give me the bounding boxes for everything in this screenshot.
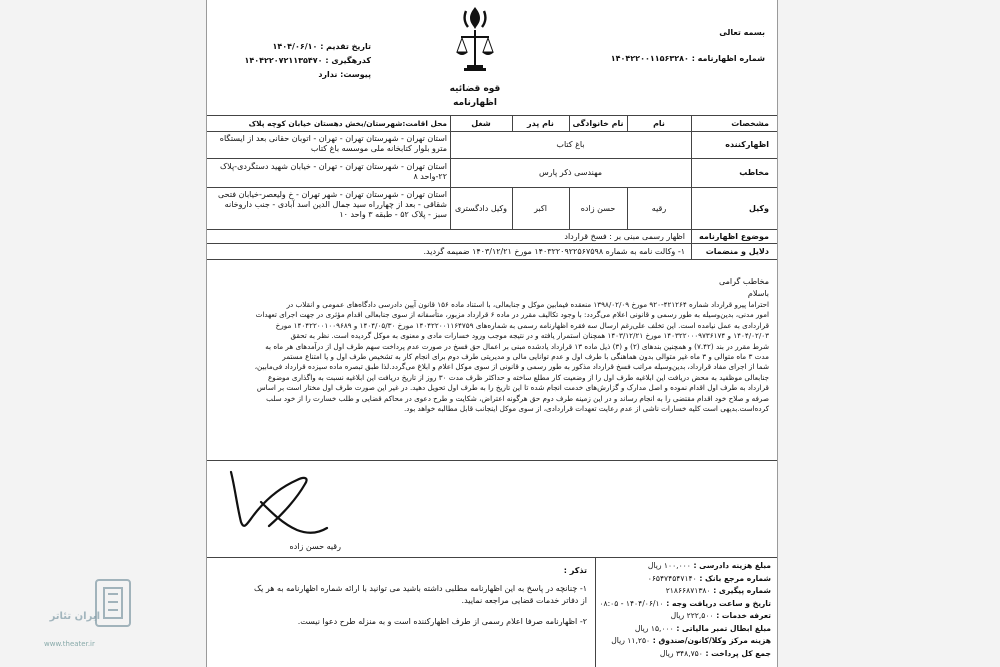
fee-value: ۱۴۰۴/۰۶/۱۰ - ۰۸:۰۵ (599, 598, 664, 608)
declarant-label: اظهارکننده (725, 140, 769, 149)
fee-value: ۱۰۰,۰۰۰ ریال (647, 561, 691, 570)
lawyer-job: وکیل دادگستری (454, 204, 508, 213)
fee-label: تاریخ و ساعت دریافت وجه : (666, 598, 771, 608)
body-line: قراردادی به عمل نیامده است. این تخلف علی‌رغم ارسال سه فقره اظهارنامه رسمی به شماره‌های ۱۴۰۴۲۲۰۰۱۱۶۴۷۵۹ مورخ ۱۴۰۴/۰۵/۳۰ و ۱۴۰۴۲۲۰۰۱۰۰۹۶۸۹ مورخ (275, 320, 769, 330)
basmala: بسمه تعالی (719, 28, 765, 37)
fee-value: ۱۵,۰۰۰ ریال (634, 623, 674, 633)
fee-value: ۱۱,۲۵۰ ریال (611, 636, 651, 645)
lawyer-address: استان تهران - شهرستان تهران - شهر تهران - خ ولیعصر-خیابان فتحی شقاقی - بعد از چهارراه سید جمال الدین اسد آبادی - جنب داروخانه سبز - پلاک ۵۲ - طبقه ۳ واحد ۱۰ (218, 190, 447, 219)
note-line-2: از دفاتر خدمات قضایی مراجعه نمایید. (461, 596, 587, 605)
body-line: مدت ۳ ماه متوالی و ۳ ماه غیر متوالی بدون هماهنگی با طرف اول و عدم توانایی مالی و مدیریتی طرف دوم برای انجام کار به تشخیص طرف اول و یا امتناع مستمر (282, 352, 769, 362)
tracking-code: کدرهگیری : ۱۴۰۴۲۲۰۷۲۱۱۳۵۴۷۰ (244, 56, 371, 65)
judiciary-emblem-icon (453, 5, 497, 81)
fee-label: شماره پیگیری : (713, 586, 771, 595)
notice-number: شماره اظهارنامه : ۱۴۰۴۲۲۰۰۱۱۵۶۳۲۸۰ (610, 54, 765, 63)
fee-label: شماره مرجع بانک : (699, 573, 771, 583)
greeting: باسلام (747, 289, 769, 298)
lawyer-label: وکیل (748, 204, 769, 213)
salutation: مخاطب گرامی (718, 277, 769, 286)
fee-row (599, 598, 771, 611)
header-name: نام (653, 119, 665, 128)
body-line: ۱۴۰۴/۰۲/۰۳ و ۱۴۰۳۲۲۰۰۰۹۷۳۶۱۷۴ مورخ ۱۴۰۳/۱۲/۲۱ همچنان استمرار یافته و در نتیجه موجب ورود خسارات مادی و معنوی به موکل گردیده است. نظر به تحقق (290, 331, 769, 341)
fee-row (599, 560, 771, 573)
watermark-brand: ایران تئاتر (49, 611, 100, 622)
body-line: امور مدنی، بدین‌وسیله به طور رسمی و قانونی اعلام می‌گردد: با وجود تکالیف مقرر در ماده ۶ قرارداد مزبور، متأسفانه از سوی جنابعالی اقدام مؤثری در جهت اجرای تعهدات (255, 310, 769, 320)
declarant-name: باغ کتاب (556, 140, 585, 149)
note-line-1: ۱- چنانچه در پاسخ به این اظهارنامه مطلبی داشته باشید می توانید با ارائه شماره اظهارنامه به هر یک (253, 584, 587, 593)
declarant-address: استان تهران - شهرستان تهران - تهران - اتوبان حقانی بعد از ایستگاه مترو بلوار کتابخانه ملی موسسه باغ کتاب (219, 134, 447, 153)
watermark-site: www.theater.ir (44, 640, 95, 648)
body-line: جنابعالی موظفید به محض دریافت این ابلاغیه طرف اول را از وضعیت کار مطلع ساخته و حداکثر ظرف مدت ۳۰ روز از تاریخ دریافت این ابلاغیه نسبت به واگذاری موضوع (267, 372, 769, 382)
org-name: قوه قضائیه (449, 84, 501, 94)
addressee-name: مهندسی ذکر پارس (538, 168, 603, 177)
fee-value: ۲۱۸۶۶۸۷۱۳۸۰ (665, 586, 711, 595)
lawyer-name: رقیه (651, 204, 667, 213)
fee-row (599, 635, 771, 648)
lawyer-family: حسن زاده (580, 204, 616, 213)
notes-title: تذکر : (563, 566, 587, 575)
fee-value: ۳۴۸,۷۵۰ ریال (659, 648, 703, 658)
header-address: محل اقامت:شهرستان/بخش دهستان خیابان کوچه پلاک (248, 119, 447, 128)
fee-row (599, 610, 771, 623)
subject-value: اظهار رسمی مبنی بر : فسخ قرارداد (564, 232, 685, 241)
addressee-address: استان تهران - شهرستان تهران - تهران - خیابان شهید دستگردی-پلاک ۲۲-واحد ۸ (220, 162, 447, 181)
body-line: احتراما پیرو قرارداد شماره ۴۲۱۲۶۴-۹۲۰ مورخ ۱۳۹۸/۰۲/۰۹ منعقده فیمابین موکل و جنابعالی، با استناد ماده ۱۵۶ قانون آیین دادرسی دادگاه‌های عمومی و انقلاب در (286, 300, 769, 309)
body-line: قرارداد به طرف اول اقدام نموده و اصل مدارک و گزارش‌های خدمت انجام شده تا این تاریخ را به طرف اول تحویل دهید. در غیر این صورت طرف اول مختار است بر اساس (256, 383, 769, 393)
submit-date: تاریخ تقدیم : ۱۴۰۴/۰۶/۱۰ (272, 42, 371, 51)
attachment: پیوست: ندارد (318, 70, 371, 79)
fee-label: جمع کل پرداخت : (705, 648, 771, 658)
note-line-3: ۲- اظهارنامه صرفا اعلام رسمی از طرف اظهارکننده است و به منزله طرح دعوا نیست. (297, 617, 587, 626)
addressee-label: مخاطب (739, 168, 769, 177)
body-line: شرط مقرر در بند (۷.۴۲) و همچنین بندهای (۲) و (۳) ذیل ماده ۱۳ قرارداد یادشده مبنی بر اعمال حق فسخ در صورت عدم پرداخت سهم طرف اول از درآمدهای هر ماه به (265, 341, 769, 351)
body-line: صرفه و صلاح خود اقدام مقتضی را به انجام رساند و در این زمینه طرف دوم حق هرگونه اعتراض، شکایت و طرح دعوی در محاکم قضایی و طلب خسارت را از خود سلب (266, 393, 769, 403)
header-specs: مشخصات (731, 119, 769, 128)
fee-value: ۰۶۵۴۷۴۵۴۷۱۴۰ (647, 573, 697, 583)
fees-list (599, 560, 771, 660)
document-title: اظهارنامه (453, 98, 497, 108)
fee-row (599, 648, 771, 661)
signature-image (213, 466, 333, 546)
lawyer-father: اکبر (534, 204, 547, 213)
evidence-label: دلایل و منضمات (705, 247, 769, 256)
fee-label: تعرفه خدمات : (716, 611, 771, 620)
header-family: نام خانوادگی (572, 119, 624, 128)
fee-label: مبلغ ابطال تمبر مالیاتی : (676, 623, 771, 633)
signer-name: رقیه حسن زاده (289, 542, 341, 551)
subject-label: موضوع اظهارنامه (699, 232, 769, 241)
header-father: نام پدر (527, 119, 554, 128)
fee-row (599, 585, 771, 598)
evidence-value: ۱- وکالت نامه به شماره ۱۴۰۳۲۲۰۹۲۲۵۶۷۵۹۸ مورخ ۱۴۰۳/۱۲/۲۱ ضمیمه گردید. (423, 247, 685, 256)
notice-paper (206, 0, 778, 667)
fee-row (599, 573, 771, 586)
fee-label: هزینه مرکز وکلا/کانون/صندوق : (652, 636, 771, 645)
header-job: شغل (471, 119, 491, 128)
fee-value: ۲۲۲,۵۰۰ ریال (670, 611, 714, 620)
fee-label: مبلغ هزینه دادرسی : (693, 561, 771, 570)
body-line: شما از اجرای مفاد قرارداد، بدین‌وسیله مراتب فسخ قرارداد مذکور به طور رسمی و قانونی از سوی موکل اعلام و ابلاغ می‌گردد.لذا طبق تبصره ماده سیزده قرارداد فی‌مابین، (254, 362, 769, 372)
body-line: کرده‌است.بدیهی است کلیه خسارات ناشی از عدم رعایت تعهدات قراردادی، از سوی موکل اینجانب قابل مطالبه خواهد بود. (404, 404, 769, 414)
fee-row (599, 623, 771, 636)
notice-body-text (213, 300, 769, 414)
